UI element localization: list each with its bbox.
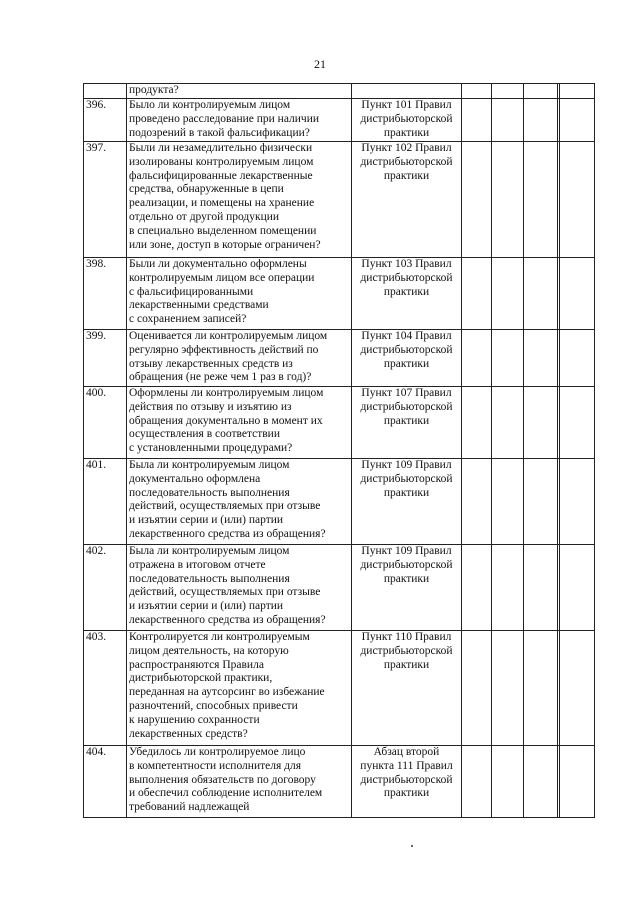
question-text: Были ли документально оформлены контролируемым лицом все операции с фальсифицированными лекарственными средствами с сохранением записей? — [127, 258, 352, 330]
row-number: 399. — [84, 330, 127, 387]
answer-cell-yes — [462, 84, 492, 99]
scan-dot — [411, 845, 413, 847]
answer-cell-no — [492, 545, 524, 631]
row-number: 397. — [84, 142, 127, 258]
answer-cell-na — [524, 387, 558, 459]
table-row — [84, 459, 595, 545]
question-text: Оформлены ли контролируемым лицом действия по отзыву и изъятию из обращения документально в момент их осуществления в соответствии с установленными процедурами? — [127, 387, 352, 459]
answer-cell-na — [524, 84, 558, 99]
table-row — [84, 142, 595, 258]
answer-cell-no — [492, 84, 524, 99]
answer-cell-yes — [462, 258, 492, 330]
answer-cell-yes — [462, 746, 492, 818]
table-row — [84, 330, 595, 387]
table-row — [84, 258, 595, 330]
answer-cell-na — [524, 746, 558, 818]
checklist-table — [83, 83, 595, 818]
answer-cell-yes — [462, 387, 492, 459]
answer-cell-note — [560, 387, 595, 459]
row-number: 396. — [84, 99, 127, 142]
answer-cell-note — [560, 545, 595, 631]
checklist-body — [84, 84, 595, 818]
row-number: 400. — [84, 387, 127, 459]
answer-cell-yes — [462, 459, 492, 545]
answer-cell-no — [492, 631, 524, 746]
answer-cell-note — [560, 746, 595, 818]
question-text: Было ли контролируемым лицом проведено расследование при наличии подозрений в такой фальсификации? — [127, 99, 352, 142]
answer-cell-na — [524, 545, 558, 631]
question-text: Была ли контролируемым лицом документально оформлена последовательность выполнения действий, осуществляемых при отзыве и изъятии серии и (или) партии лекарственного средства из обращения? — [127, 459, 352, 545]
answer-cell-na — [524, 142, 558, 258]
table-row — [84, 631, 595, 746]
reference-text: Пункт 102 Правил дистрибьюторской практики — [352, 142, 462, 258]
reference-text: Пункт 104 Правил дистрибьюторской практики — [352, 330, 462, 387]
question-text: Были ли незамедлительно физически изолированы контролируемым лицом фальсифицированные лекарственные средства, обнаруженные в цепи реализации, и помещены на хранение отдельно от другой продукции в специально выделенном помещении или зоне, доступ в которые ограничен? — [127, 142, 352, 258]
answer-cell-no — [492, 387, 524, 459]
answer-cell-yes — [462, 99, 492, 142]
answer-cell-no — [492, 99, 524, 142]
row-number: 401. — [84, 459, 127, 545]
question-text: Убедилось ли контролируемое лицо в компетентности исполнителя для выполнения обязательств по договору и обеспечил соблюдение исполнителем требований надлежащей — [127, 746, 352, 818]
reference-text: Пункт 101 Правил дистрибьюторской практики — [352, 99, 462, 142]
table-row — [84, 387, 595, 459]
question-text: продукта? — [127, 84, 352, 99]
question-text: Оценивается ли контролируемым лицом регулярно эффективность действий по отзыву лекарственных средств из обращения (не реже чем 1 раз в год)? — [127, 330, 352, 387]
reference-text: Пункт 103 Правил дистрибьюторской практики — [352, 258, 462, 330]
row-number: 404. — [84, 746, 127, 818]
reference-text: Пункт 107 Правил дистрибьюторской практики — [352, 387, 462, 459]
table-row — [84, 99, 595, 142]
table-row — [84, 84, 595, 99]
answer-cell-note — [560, 631, 595, 746]
answer-cell-na — [524, 330, 558, 387]
page-number: 21 — [314, 57, 326, 71]
answer-cell-no — [492, 746, 524, 818]
answer-cell-na — [524, 459, 558, 545]
question-text: Контролируется ли контролируемым лицом деятельность, на которую распространяются Правила дистрибьюторской практики, переданная на аутсорсинг во избежание разночтений, способных привести к нарушению сохранности лекарственных средств? — [127, 631, 352, 746]
answer-cell-no — [492, 258, 524, 330]
row-number: 403. — [84, 631, 127, 746]
reference-text: Пункт 109 Правил дистрибьюторской практики — [352, 459, 462, 545]
reference-text: Абзац второй пункта 111 Правил дистрибьюторской практики — [352, 746, 462, 818]
answer-cell-note — [560, 99, 595, 142]
reference-text: Пункт 109 Правил дистрибьюторской практики — [352, 545, 462, 631]
answer-cell-note — [560, 459, 595, 545]
answer-cell-no — [492, 459, 524, 545]
answer-cell-na — [524, 258, 558, 330]
answer-cell-no — [492, 142, 524, 258]
answer-cell-note — [560, 258, 595, 330]
row-number: 402. — [84, 545, 127, 631]
reference-text — [352, 84, 462, 99]
question-text: Была ли контролируемым лицом отражена в итоговом отчете последовательность выполнения действий, осуществляемых при отзыве и изъятии серии и (или) партии лекарственного средства из обращения? — [127, 545, 352, 631]
answer-cell-yes — [462, 631, 492, 746]
answer-cell-yes — [462, 142, 492, 258]
answer-cell-note — [560, 330, 595, 387]
answer-cell-na — [524, 631, 558, 746]
answer-cell-yes — [462, 545, 492, 631]
row-number: 398. — [84, 258, 127, 330]
table-row — [84, 746, 595, 818]
answer-cell-yes — [462, 330, 492, 387]
reference-text: Пункт 110 Правил дистрибьюторской практики — [352, 631, 462, 746]
answer-cell-no — [492, 330, 524, 387]
answer-cell-note — [560, 142, 595, 258]
answer-cell-na — [524, 99, 558, 142]
row-number — [84, 84, 127, 99]
table-row — [84, 545, 595, 631]
answer-cell-note — [560, 84, 595, 99]
